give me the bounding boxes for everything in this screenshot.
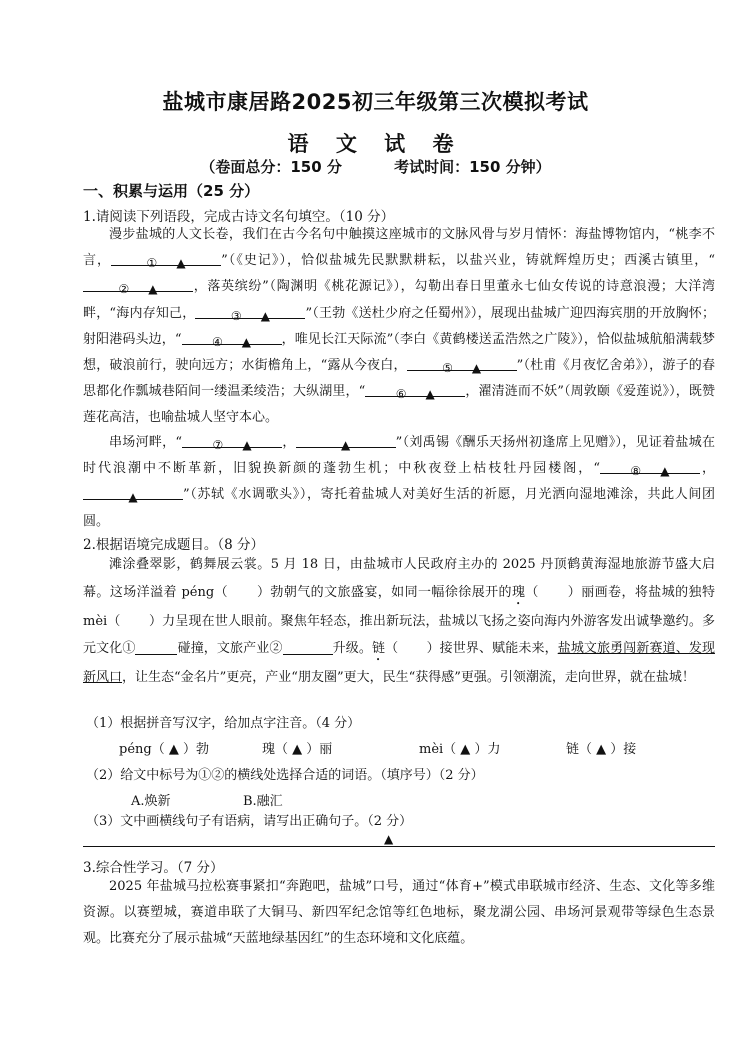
section-heading: 一、积累与运用（25 分） xyxy=(83,182,260,200)
q2-sub1: （1）根据拼音写汉字，给加点字注音。（4 分） xyxy=(86,716,361,731)
answer-marker: ▲ xyxy=(384,832,394,846)
answer-line[interactable] xyxy=(83,846,715,847)
answer-blank-1[interactable]: ① ▲ xyxy=(111,250,221,266)
word-blank-2[interactable] xyxy=(283,639,333,655)
q3-passage: 2025 年盐城马拉松赛事紧扣“奔跑吧，盐城”口号，通过“体育+”模式串联城市经济、生态、文化等多维资源。以赛塑城，赛道串联了大铜马、新四军纪念馆等红色地标，聚龙湖公园、串场河景观带等绿色生态景观。比赛充分了展示盐城“天蓝地绿基因红”的生态环境和文化底蕴。 xyxy=(83,879,715,946)
answer-blank-7b[interactable]: ▲ xyxy=(296,432,396,448)
answer-blank-6[interactable]: ⑥ ▲ xyxy=(365,381,465,397)
answer-blank-2[interactable]: ② ▲ xyxy=(83,276,193,292)
q1-passage-2: 串场河畔，“ ⑦ ▲ ， ▲ ”（刘禹锡《酬乐天扬州初逢席上见赠》），见证着盐城在时代浪潮中不断革新，旧貌换新颜的蓬勃生机；中秋夜登上枯枝牡丹园楼阁，“ ⑧ ▲ ，▲ ”（苏轼《水调歌头》），寄托着盐城人对美好生活的祈愿，月光洒向湿地滩涂，共此人间团圆。 xyxy=(83,430,715,535)
answer-blank-8b[interactable]: ▲ xyxy=(83,484,183,500)
word-blank-1[interactable] xyxy=(135,639,177,655)
q2-sub3: （3）文中画横线句子有语病，请写出正确句子。（2 分） xyxy=(86,814,413,829)
q1-prompt: 1.请阅读下列语段，完成古诗文名句填空。（10 分） xyxy=(83,209,395,225)
answer-blank-7a[interactable]: ⑦ ▲ xyxy=(182,432,282,448)
pinyin-item-2: 瑰（ ▲ ）丽 xyxy=(262,742,333,757)
pinyin-item-1: péng（ ▲ ）勃 xyxy=(119,742,209,757)
answer-blank-4[interactable]: ④ ▲ xyxy=(182,329,282,345)
pinyin-item-3: mèi（ ▲ ）力 xyxy=(419,742,501,757)
answer-blank-5[interactable]: ⑤ ▲ xyxy=(407,355,517,371)
q3-prompt: 3.综合性学习。（7 分） xyxy=(83,860,224,876)
answer-blank-8a[interactable]: ⑧ ▲ xyxy=(600,458,700,474)
exam-title: 盐城市康居路2025初三年级第三次模拟考试 xyxy=(162,90,589,114)
answer-blank-3[interactable]: ③ ▲ xyxy=(195,303,305,319)
q2-sub2: （2）给文中标号为①②的横线处选择合适的词语。（填序号）（2 分） xyxy=(86,768,484,783)
option-a: A.焕新 xyxy=(131,794,171,809)
q1-passage-1: 漫步盐城的人文长卷，我们在古今名句中触摸这座城市的文脉风骨与岁月情怀：海盐博物馆内，“桃李不言， ① ▲ ”（《史记》），恰似盐城先民默默耕耘，以盐兴业，铸就辉煌历史；西溪古镇里，“② ▲ ，落英缤纷”（陶渊明《桃花源记》），勾勒出春日里董永七仙女传说的诗意浪漫；大洋湾畔，“海内存知己， ③ ▲ ”（王勃《送杜少府之任蜀州》），展现出盐城广迎四海宾朋的开放胸怀；射阳港码头边，“ ④ ▲ ，唯见长江天际流”（李白《黄鹤楼送孟浩然之广陵》），恰似盐城航船满载梦想，破浪前行，驶向远方；水街檐角上，“露从今夜白， ⑤ ▲ ”（杜甫《月夜忆舍弟》），游子的春思都化作瓢城巷陌间一缕温柔绫浩；大纵湖里，“ ⑥ ▲ ，濯清涟而不妖”（周敦颐《爱莲说》），既赞莲花高洁，也喻盐城人坚守本心。 xyxy=(83,227,715,426)
q2-prompt: 2.根据语境完成题目。（8 分） xyxy=(83,537,265,553)
pinyin-item-4: 链（ ▲ ）接 xyxy=(566,742,637,757)
subject-title: 语 文 试 卷 xyxy=(287,132,464,156)
option-b: B.融汇 xyxy=(243,794,283,809)
q2-passage: 滩涂叠翠影，鹤舞展云裳。5 月 18 日，由盐城市人民政府主办的 2025 丹顶鹤黄海湿地旅游节盛大启幕。这场洋溢着 péng（ ）勃朝气的文旅盛宴，如同一幅徐徐展开的瑰（ ）丽画卷，将盐城的独特 mèi（ ）力呈现在世人眼前。聚焦年轻态，推出新玩法，盐城以飞扬之姿向海内外游客发出诚挚邀约。多元文化① 碰撞，文旅产业② 升级。链（ ）接世界、赋能未来，盐城文旅勇闯新赛道、发现新风口，让生态“金名片”更亮，产业“朋友圈”更大，民生“获得感”更强。引领潮流，走向世界，就在盐城！ xyxy=(83,557,715,685)
exam-info: （卷面总分：150 分 考试时间：150 分钟） xyxy=(200,158,551,176)
